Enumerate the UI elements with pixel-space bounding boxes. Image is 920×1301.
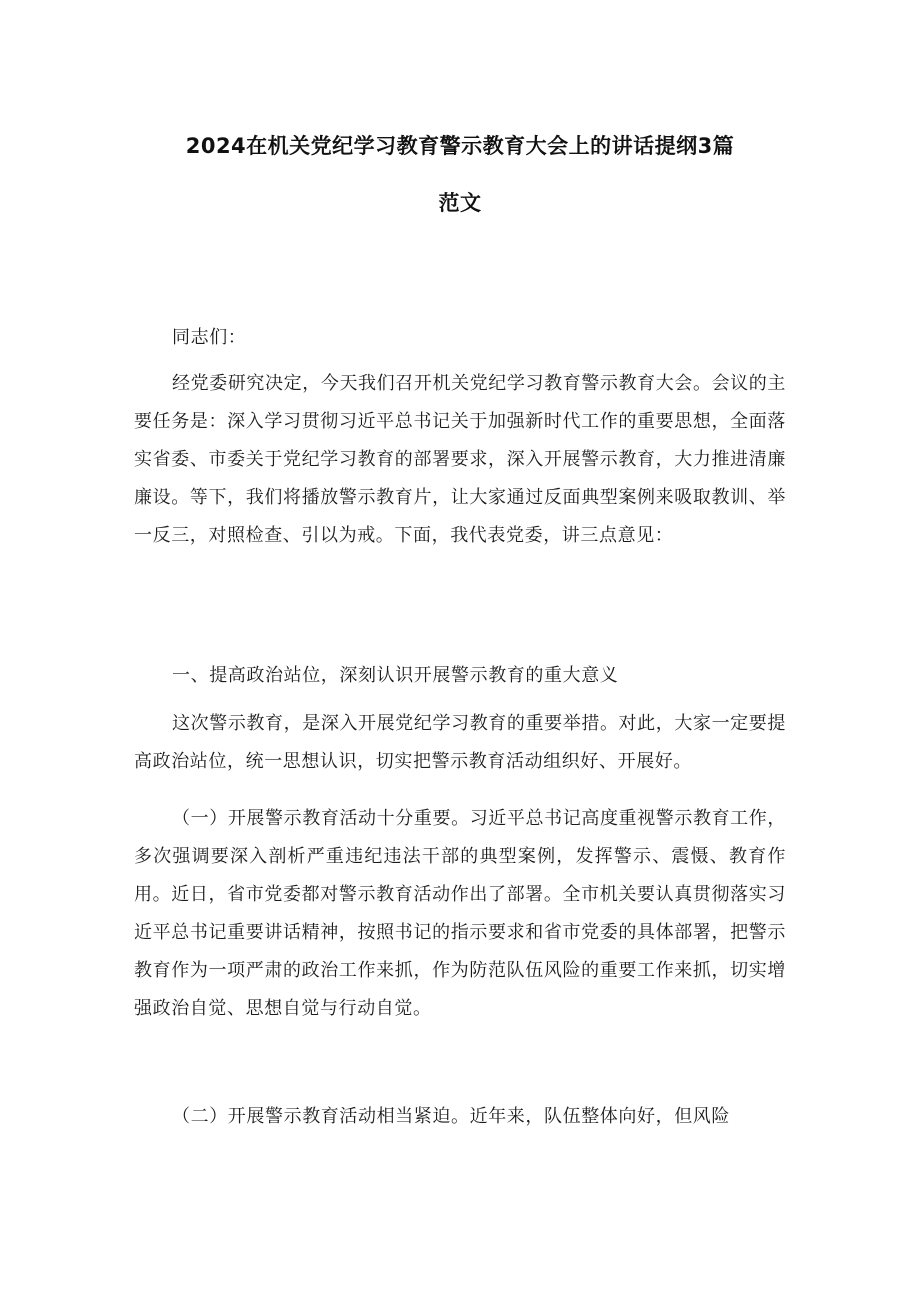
document-title: 2024在机关党纪学习教育警示教育大会上的讲话提纲3篇 <box>185 134 735 158</box>
intro-paragraph: 经党委研究决定，今天我们召开机关党纪学习教育警示教育大会。会议的主要任务是：深入学习贯彻习近平总书记关于加强新时代工作的重要思想，全面落实省委、市委关于党纪学习教育的部署要求，深入开展警示教育，大力推进清廉廉设。等下，我们将播放警示教育片，让大家通过反面典型案例来吸取教训、举一反三，对照检查、引以为戒。下面，我代表党委，讲三点意见： <box>134 373 786 546</box>
document-title-continuation: 范文 <box>438 191 482 215</box>
item-2-paragraph: （二）开展警示教育活动相当紧迫。近年来，队伍整体向好，但风险 <box>172 1106 730 1127</box>
greeting: 同志们： <box>172 327 247 348</box>
item-1-paragraph: （一）开展警示教育活动十分重要。习近平总书记高度重视警示教育工作，多次强调要深入剖析严重违纪违法干部的典型案例，发挥警示、震慑、教育作用。近日，省市党委都对警示教育活动作出了部署。全市机关要认真贯彻落实习近平总书记重要讲话精神，按照书记的指示要求和省市党委的具体部署，把警示教育作为一项严肃的政治工作来抓，作为防范队伍风险的重要工作来抓，切实增强政治自觉、思想自觉与行动自觉。 <box>134 808 786 1019</box>
section-1-body: 这次警示教育，是深入开展党纪学习教育的重要举措。对此，大家一定要提高政治站位，统一思想认识，切实把警示教育活动组织好、开展好。 <box>134 713 786 772</box>
section-1-heading: 一、提高政治站位，深刻认识开展警示教育的重大意义 <box>172 665 619 686</box>
